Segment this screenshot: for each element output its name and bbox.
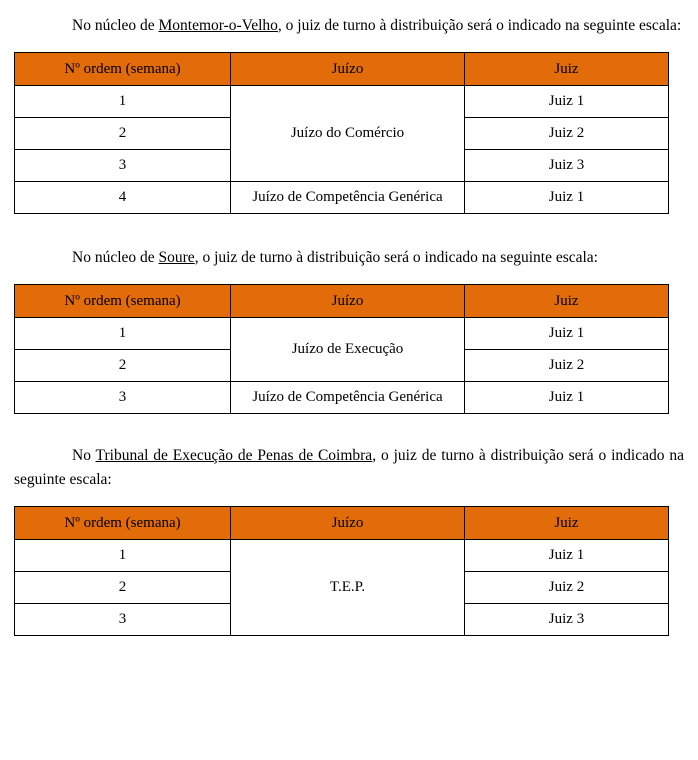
cell-juiz: Juiz 3 [465,150,669,182]
table-row [15,182,669,214]
spacer-before-table-tep [0,492,698,506]
spacer-before-table-montemor [0,38,698,52]
paragraph-soure [14,246,684,270]
cell-juizo-generica: Juízo de Competência Genérica [231,382,465,414]
cell-juiz: Juiz 1 [465,318,669,350]
paragraph-tep-suffix: , o juiz de turno à distribuição será o indicado na seguinte escala: [14,447,684,489]
table-header-row [15,53,669,86]
cell-ordem: 2 [15,118,231,150]
cell-ordem: 1 [15,86,231,118]
table-row [15,382,669,414]
cell-juizo-tep: T.E.P. [231,540,465,636]
cell-ordem: 3 [15,150,231,182]
cell-juiz: Juiz 1 [465,540,669,572]
cell-juiz: Juiz 2 [465,350,669,382]
header-juiz: Juiz [465,53,669,86]
header-juiz: Juiz [465,507,669,540]
table-row [15,318,669,350]
header-juizo: Juízo [231,507,465,540]
cell-ordem: 1 [15,540,231,572]
cell-juiz: Juiz 3 [465,604,669,636]
cell-juizo-generica: Juízo de Competência Genérica [231,182,465,214]
header-ordem: Nº ordem (semana) [15,507,231,540]
top-spacer [0,0,698,14]
cell-juiz: Juiz 1 [465,182,669,214]
paragraph-tep-prefix: No [72,447,96,465]
cell-ordem: 3 [15,382,231,414]
paragraph-montemor-suffix: , o juiz de turno à distribuição será o indicado na seguinte escala: [277,17,682,34]
spacer-before-tep [0,414,698,444]
cell-juizo-comercio: Juízo do Comércio [231,86,465,182]
header-juizo: Juízo [231,53,465,86]
cell-juiz: Juiz 1 [465,86,669,118]
table-header-row [15,507,669,540]
table-header-row [15,285,669,318]
spacer-before-soure [0,214,698,246]
cell-juiz: Juiz 2 [465,572,669,604]
paragraph-tep [14,444,684,492]
cell-ordem: 1 [15,318,231,350]
table-montemor [14,52,669,214]
paragraph-montemor-underlined: Montemor-o-Velho [158,17,278,34]
table-soure [14,284,669,414]
table-tep [14,506,669,636]
cell-ordem: 3 [15,604,231,636]
cell-juiz: Juiz 1 [465,382,669,414]
header-ordem: Nº ordem (semana) [15,53,231,86]
paragraph-montemor [14,14,684,38]
paragraph-soure-suffix: , o juiz de turno à distribuição será o indicado na seguinte escala: [194,249,598,267]
cell-ordem: 4 [15,182,231,214]
paragraph-soure-prefix: No núcleo de [72,249,159,267]
paragraph-soure-underlined: Soure [158,249,195,267]
header-ordem: Nº ordem (semana) [15,285,231,318]
table-row [15,86,669,118]
table-row [15,540,669,572]
paragraph-montemor-prefix: No núcleo de [72,17,159,34]
cell-ordem: 2 [15,350,231,382]
spacer-before-table-soure [0,270,698,284]
header-juiz: Juiz [465,285,669,318]
cell-juiz: Juiz 2 [465,118,669,150]
header-juizo: Juízo [231,285,465,318]
cell-ordem: 2 [15,572,231,604]
paragraph-tep-underlined: Tribunal de Execução de Penas de Coimbra [95,447,373,465]
cell-juizo-execucao: Juízo de Execução [231,318,465,382]
